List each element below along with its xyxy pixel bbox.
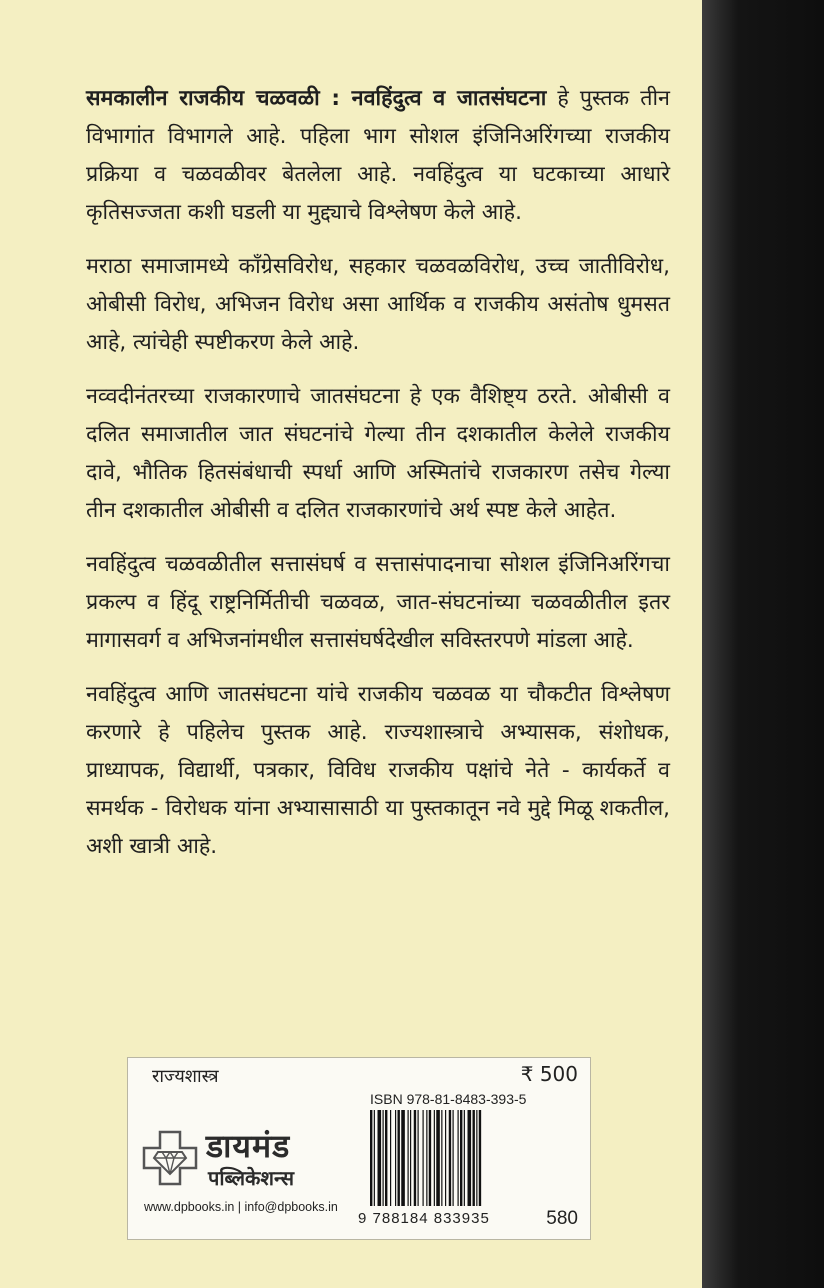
barcode-bar: [476, 1110, 477, 1206]
barcode-digits: 9 788184 833935: [358, 1210, 490, 1227]
publisher-name: डायमंड: [206, 1127, 291, 1165]
catalog-code: 580: [546, 1208, 578, 1229]
barcode-bar: [468, 1110, 472, 1206]
blurb-paragraph-3: नव्वदीनंतरच्या राजकारणाचे जातसंघटना हे एक वैशिष्ट्य ठरते. ओबीसी व दलित समाजातील जात संघटनांचे गेल्या तीन दशकातील केलेले राजकीय दावे, भौतिक हितसंबंधाची स्पर्धा आणि अस्मितांचे राजकारण तसेच गेल्या तीन दशकातील ओबीसी व दलित राजकारणांचे अर्थ स्पष्ट केले आहेत.: [86, 384, 670, 523]
publisher-logo: [140, 1124, 340, 1194]
barcode-bar: [385, 1110, 387, 1206]
barcode-bar: [378, 1110, 382, 1206]
barcode-bar: [458, 1110, 459, 1206]
barcode-bar: [429, 1110, 431, 1206]
blurb-paragraph-4: नवहिंदुत्व चळवळीतील सत्तासंघर्ष व सत्तासंपादनाचा सोशल इंजिनिअरिंगचा प्रकल्प व हिंदू राष्ट्रनिर्मितीची चळवळ, जात-संघटनांच्या चळवळीतील इतर मागासवर्ग व अभिजनांमधील सत्तासंघर्षदेखील सविस्तरपणे मांडला आहे.: [86, 552, 670, 653]
isbn-label: ISBN 978-81-8483-393-5: [370, 1091, 527, 1107]
info-box: [127, 1057, 591, 1240]
barcode-bar: [464, 1110, 465, 1206]
blurb-paragraph-2: मराठा समाजामध्ये काँग्रेसविरोध, सहकार चळवळविरोध, उच्च जातीविरोध, ओबीसी विरोध, अभिजन विरोध असा आर्थिक व राजकीय असंतोष धुमसत आहे, त्यांचेही स्पष्टीकरण केले आहे.: [86, 254, 670, 355]
publisher-subtitle: पब्लिकेशन्स: [208, 1166, 294, 1190]
barcode-bar: [426, 1110, 427, 1206]
barcode-icon: [368, 1110, 520, 1206]
barcode-bar: [383, 1110, 384, 1206]
subject-label: राज्यशास्त्र: [152, 1066, 219, 1087]
barcode-bar: [434, 1110, 435, 1206]
publisher-contact: www.dpbooks.in | info@dpbooks.in: [144, 1200, 338, 1214]
barcode-bar: [390, 1110, 391, 1206]
barcode-bar: [460, 1110, 462, 1206]
barcode-bar: [473, 1110, 475, 1206]
barcode-bar: [398, 1110, 400, 1206]
barcode-bar: [445, 1110, 446, 1206]
barcode-bar: [414, 1110, 416, 1206]
barcode-bar: [436, 1110, 440, 1206]
barcode-bar: [423, 1110, 424, 1206]
barcode-bar: [401, 1110, 405, 1206]
price-label: ₹ 500: [520, 1062, 578, 1086]
blurb-text: [86, 80, 670, 882]
barcode-bar: [395, 1110, 396, 1206]
book-spine: [702, 0, 824, 1288]
blurb-paragraph-1: [86, 80, 670, 232]
barcode-bar: [453, 1110, 454, 1206]
blurb-paragraph-5: नवहिंदुत्व आणि जातसंघटना यांचे राजकीय चळवळ या चौकटीत विश्लेषण करणारे हे पहिलेच पुस्तक आहे. राज्यशास्त्राचे अभ्यासक, संशोधक, प्राध्यापक, विद्यार्थी, पत्रकार, विविध राजकीय पक्षांचे नेते - कार्यकर्ते व समर्थक - विरोधक यांना अभ्यासासाठी या पुस्तकातून नवे मुद्दे मिळू शकतील, अशी खात्री आहे.: [86, 682, 670, 859]
barcode-bar: [370, 1110, 372, 1206]
barcode-bar: [418, 1110, 419, 1206]
barcode-bar: [408, 1110, 409, 1206]
blurb-paragraph-1-rest: हे पुस्तक तीन विभागांत विभागले आहे. पहिला भाग सोशल इंजिनिअरिंगच्या राजकीय प्रक्रिया व चळवळीवर बेतलेला आहे. नवहिंदुत्व या घटकाच्या आधारे कृतिसज्जता कशी घडली या मुद्द्याचे विश्लेषण केले आहे.: [86, 86, 670, 225]
barcode-bar: [479, 1110, 481, 1206]
diamond-logo-icon: [140, 1128, 200, 1188]
barcode-bar: [449, 1110, 451, 1206]
barcode-bar: [410, 1110, 411, 1206]
barcode-bar: [441, 1110, 442, 1206]
book-title-inline: समकालीन राजकीय चळवळी : नवहिंदुत्व व जातसंघटना: [86, 86, 547, 111]
barcode-bar: [374, 1110, 375, 1206]
